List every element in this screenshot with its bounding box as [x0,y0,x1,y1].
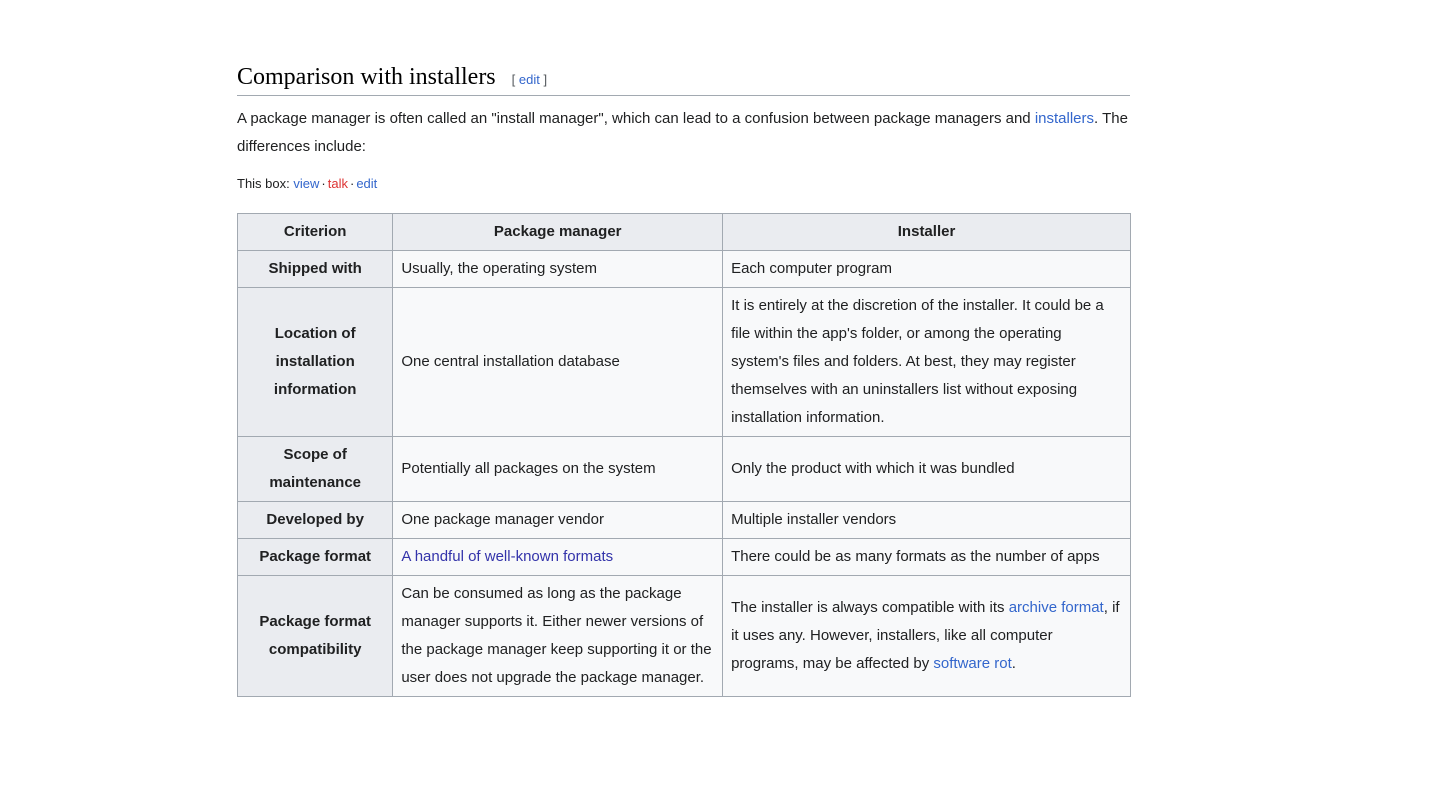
row-criterion: Scope of maintenance [238,437,393,502]
edit-bracket-close: ] [543,72,548,87]
article-content [237,62,1130,697]
navbox-edit-link[interactable]: edit [356,176,378,191]
package-manager-cell [393,539,723,576]
package-formats-link[interactable]: A handful of well-known formats [401,548,614,565]
row-criterion: Package format [238,539,393,576]
intro-text-before: A package manager is often called an "install manager", which can lead to a confusion between package managers and [237,110,1035,127]
navbox-links [237,173,1130,195]
section-heading-row [237,62,1130,96]
installer-cell: It is entirely at the discretion of the installer. It could be a file within the app's folder, or among the operating system's files and folders. At best, they may register themselves with an uninstallers list without exposing installation information. [723,288,1131,437]
table-row [238,539,1131,576]
installer-cell: There could be as many formats as the number of apps [723,539,1131,576]
archive-format-link[interactable]: archive format [1008,599,1104,616]
navbox-view-link[interactable]: view [293,176,320,191]
table-row [238,437,1131,502]
table-row [238,502,1131,539]
column-header-criterion[interactable]: Criterion [238,214,393,251]
edit-section-link[interactable]: edit [518,72,540,87]
navbox-prefix: This box: [237,176,290,191]
installer-cell [723,576,1131,697]
installers-link[interactable]: installers [1034,110,1095,127]
row-criterion: Developed by [238,502,393,539]
column-header-package-manager[interactable]: Package manager [393,214,723,251]
installer-text: . [1011,655,1016,672]
edit-bracket-open: [ [511,72,516,87]
row-criterion: Shipped with [238,251,393,288]
package-manager-cell: Can be consumed as long as the package manager supports it. Either newer versions of the package manager keep supporting it or the user does not upgrade the package manager. [393,576,723,697]
column-header-installer[interactable]: Installer [723,214,1131,251]
installer-cell: Each computer program [723,251,1131,288]
table-row [238,576,1131,697]
software-rot-link[interactable]: software rot [933,655,1012,672]
section-title: Comparison with installers [237,64,496,90]
comparison-table [237,213,1131,697]
table-row [238,288,1131,437]
installer-text: , if it uses any. However, installers, like all computer programs, may be affected by [731,599,1120,672]
row-criterion: Location of installation information [238,288,393,437]
edit-section-link-wrapper [512,72,547,87]
table-row [238,251,1131,288]
package-manager-cell: Potentially all packages on the system [393,437,723,502]
installer-cell: Only the product with which it was bundled [723,437,1131,502]
installer-text: The installer is always compatible with its [731,599,1009,616]
navbox-separator: · [321,176,326,191]
table-header-row [238,214,1131,251]
installer-cell: Multiple installer vendors [723,502,1131,539]
package-manager-cell: Usually, the operating system [393,251,723,288]
navbox-talk-link[interactable]: talk [327,176,348,191]
intro-text-after: . The differences include: [237,110,1128,155]
package-manager-cell: One package manager vendor [393,502,723,539]
intro-paragraph [237,105,1130,161]
navbox-separator: · [349,176,355,191]
package-manager-cell: One central installation database [393,288,723,437]
row-criterion: Package format compatibility [238,576,393,697]
